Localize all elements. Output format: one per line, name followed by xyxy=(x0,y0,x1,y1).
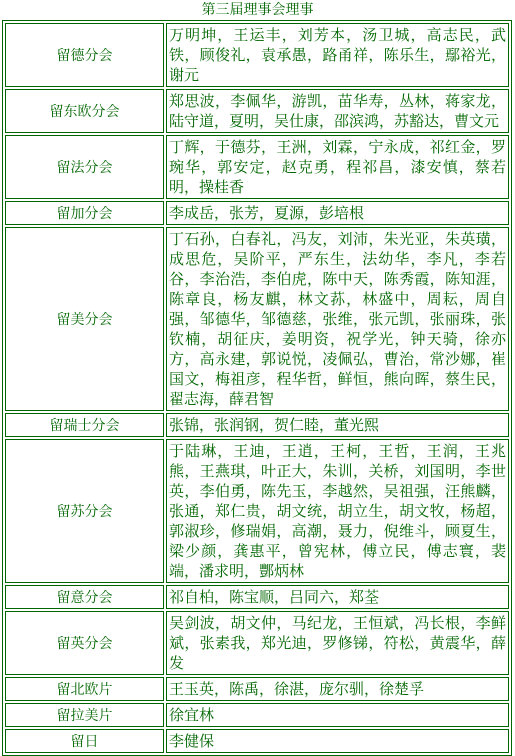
branch-name-cell: 留意分会 xyxy=(5,585,164,609)
branch-name-cell: 留英分会 xyxy=(5,611,164,675)
members-cell: 于陆琳，王迪，王逍，王柯，王哲，王润，王兆熊，王燕琪，叶正大，朱训，关桥，刘国明，李世英，李伯勇，陈先玉，李越然，吴祖强，汪熊麟，张通，郑仁贵，胡文统，胡立生，胡文牧，杨超，郭淑珍，修瑞娟，高潮，聂力，倪维斗，顾夏生，梁少颜，龚惠平，曾宪林，傅立民，傅志寰，裴端，潘求明，酆炳林 xyxy=(166,439,509,583)
members-cell: 吴剑波，胡文仲，马纪龙，王恒斌，冯长根，李鲜斌，张素我，郑光迪，罗修锑，符松，黄震华，薛发 xyxy=(166,611,509,675)
table-row xyxy=(5,439,509,583)
table-row xyxy=(5,135,509,199)
members-cell: 丁辉，于德芬，王洲，刘霖，宁永成，祁红金，罗琬华，郭安定，赵克勇，程祁昌，漆安慎，蔡若明，操桂香 xyxy=(166,135,509,199)
table-row xyxy=(5,585,509,609)
council-table xyxy=(2,20,512,756)
members-cell: 万明坤，王运丰，刘芳本，汤卫城，高志民，武铁，顾俊礼，袁承愚，路甬祥，陈乐生，鄢裕光，谢元 xyxy=(166,23,509,87)
branch-name-cell: 留法分会 xyxy=(5,135,164,199)
members-cell: 郑思波，李佩华，游凯，苗华寿，丛林，蒋家龙，陆守道，夏明，吴仕康，邵滨鸿，苏豁达，曹文元 xyxy=(166,89,509,133)
branch-name-cell: 留日 xyxy=(5,729,164,753)
table-row xyxy=(5,677,509,701)
table-row xyxy=(5,729,509,753)
branch-name-cell: 留德分会 xyxy=(5,23,164,87)
page-title: 第三届理事会理事 xyxy=(201,2,314,18)
members-cell: 王玉英，陈禹，徐湛，庞尔驯，徐楚孚 xyxy=(166,677,509,701)
branch-name-cell: 留拉美片 xyxy=(5,703,164,727)
members-cell: 李成岳，张芳，夏源，彭培根 xyxy=(166,201,509,225)
members-cell: 丁石孙，白春礼，冯友，刘沛，朱光亚，朱英璜，成思危，吴阶平，严东生，法幼华，李凡，李若谷，李治浩，李伯虎，陈中天，陈秀霞，陈知涯，陈章良，杨友麒，林文荪，林盛中，周耘，周自强，邹德华，邹德慈，张维，张元凯，张丽珠，张钦楠，胡征庆，姜明资，祝学光，钟天骑，徐亦方，高永建，郭说悦，凌佩弘，曹治，常沙娜，崔国文，梅祖彦，程华哲，鲜恒，熊向晖，蔡生民，翟志海，薛君智 xyxy=(166,227,509,411)
branch-name-cell: 留苏分会 xyxy=(5,439,164,583)
branch-name-cell: 留美分会 xyxy=(5,227,164,411)
council-table-body xyxy=(5,23,509,753)
members-cell: 张锦，张润钢，贺仁睦，董光熙 xyxy=(166,413,509,437)
table-row xyxy=(5,201,509,225)
table-row xyxy=(5,23,509,87)
branch-name-cell: 留东欧分会 xyxy=(5,89,164,133)
table-row xyxy=(5,413,509,437)
branch-name-cell: 留北欧片 xyxy=(5,677,164,701)
members-cell: 祁自柏，陈宝顺，吕同六，郑荃 xyxy=(166,585,509,609)
members-cell: 徐宜林 xyxy=(166,703,509,727)
members-cell: 李健保 xyxy=(166,729,509,753)
table-row xyxy=(5,227,509,411)
branch-name-cell: 留加分会 xyxy=(5,201,164,225)
table-row xyxy=(5,89,509,133)
branch-name-cell: 留瑞士分会 xyxy=(5,413,164,437)
table-row xyxy=(5,703,509,727)
table-row xyxy=(5,611,509,675)
